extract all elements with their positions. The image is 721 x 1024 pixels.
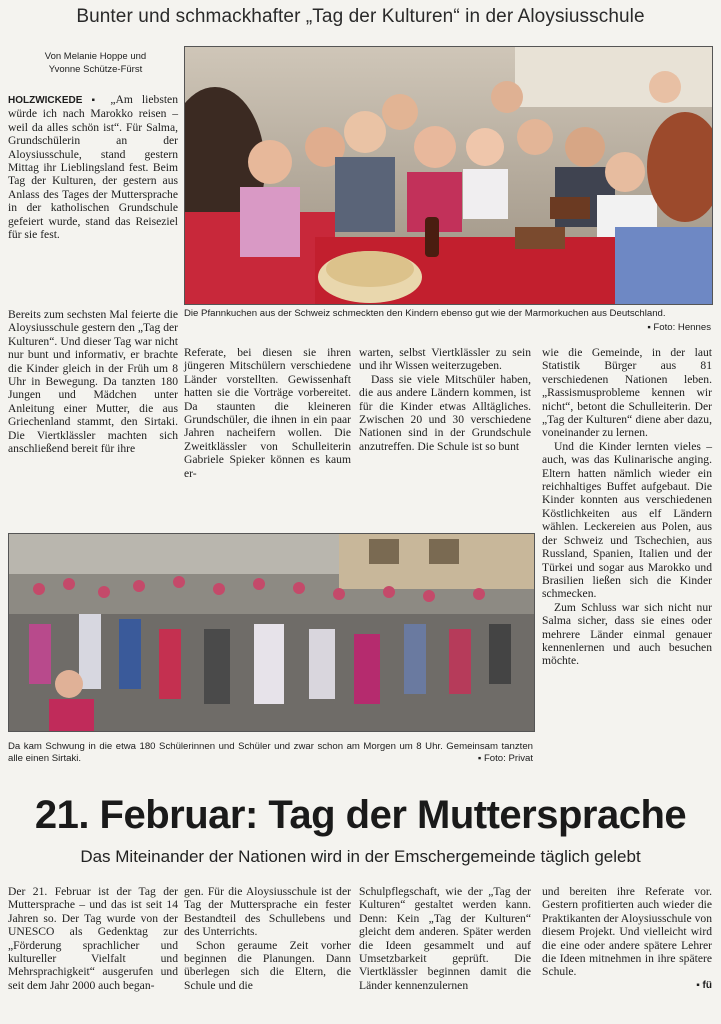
article-column-1-text: Bereits zum sechsten Mal feierte die Aloysiusschule gestern den „Tag der Kulturen“. Und dieser Tag war nicht nur bunt und informativ, er brachte die Kinder gleich in der Früh um 8 Uhr in Bewegung. Da tanzten 180 Jungen und Mädchen unter Anleitung einer Mutter, die aus Griechenland stammt, den Sirtaki. Die Viertklässler machten sich anschließend bereit für ihre: [8, 308, 178, 456]
article-lead-column: HOLZWICKEDE ▪ „Am liebsten würde ich nach Marokko reisen – weil da alles schön ist“. Für Salma, Grundschülerin an der Aloysiusschule, stand gestern Mittag ihr Lieblingsland fest. Beim Tag der Kulturen, der gestern aus Anlass des Tages der Muttersprache in der katholischen Grundschule gefeiert wurde, stand das Reiseziel für sie fest.: [8, 93, 178, 242]
article-column-2: [184, 346, 351, 480]
article-column-1: [8, 308, 178, 455]
photo-sirtaki-dance: [8, 533, 535, 732]
article-column-3a-text: warten, selbst Viertklässler zu sein und ihr Wissen weiterzugeben.: [359, 346, 531, 373]
author-initials: ▪ fü: [696, 979, 712, 991]
photo-credit-hennes: ▪ Foto: Hennes: [647, 322, 711, 333]
article-lead-text: „Am liebsten würde ich nach Marokko reisen – weil da alles schön ist“. Für Salma, Grundschülerin an der Aloysiusschule, stand gestern Mittag ihr Lieblingsland fest. Beim Tag der Kulturen, der gestern aus Anlass des Tages der Muttersprache in der katholischen Grundschule gefeiert wurde, stand das Reiseziel für sie fest.: [8, 93, 178, 242]
article2-column-1: [8, 885, 178, 992]
article-column-2-text: Referate, bei diesen sie ihren jüngeren Mitschülern verschiedene Länder vorstellten. Gewissenhaft hatten sie die Vorträge vorbereitet. Da staunten die kleineren Grundschüler, die ihnen in ein paar Jahren nacheifern wollen. Die Zweitklässler von Schulleiterin Gabriele Spieker können es kaum er-: [184, 346, 351, 480]
article2-column-4: [542, 885, 712, 992]
article-column-4: [542, 346, 712, 668]
photo-caption-buffet: Die Pfannkuchen aus der Schweiz schmeckten den Kindern ebenso gut wie der Marmorkuchen aus Deutschland.: [184, 308, 666, 319]
article2-column-1-text: Der 21. Februar ist der Tag der Muttersprache – und das ist seit 14 Jahren so. Der Tag wurde von der UNESCO als Gedenktag zur „Förderung sprachlicher und kultureller Vielfalt und Mehrsprachigkeit“ ausgerufen und seit dem Jahr 2000 auch began-: [8, 885, 178, 992]
article-column-3b-text: Dass sie viele Mitschüler haben, die aus andere Ländern kommen, ist für die Kinder etwas Alltägliches. Zwischen 20 und 30 verschiedene Nationen sind in der Grundschule anzutreffen. Die Schule ist so bunt: [359, 372, 531, 453]
dateline: HOLZWICKEDE: [8, 95, 83, 106]
article-column-4b-text: Und die Kinder lernten vieles – auch, was das Kulinarische anging. Eltern hatten nämlich wieder ein reichhaltiges Buffet aufgebaut. Die Kinder konnten aus verschiedenen Köstlichkeiten aus elf Ländern wählen. Leckereien aus Polen, aus der Schweiz und Tschechien, aus Russland, Spanien, Italien und der Türkei und sogar aus Marokko und Brasilien ließen sich die Kinder schmecken.: [542, 439, 712, 601]
photo-credit-privat: ▪ Foto: Privat: [477, 753, 533, 764]
article2-column-2: [184, 885, 351, 992]
photo-children-buffet-image: [185, 47, 712, 304]
section-title: 21. Februar: Tag der Muttersprache: [34, 793, 687, 837]
article-column-4a-text: wie die Gemeinde, in der laut Statistik Bürger aus 81 verschiedenen Nationen leben. „Rassismusprobleme kennen wir nicht“, betont die Schulleiterin. Der „Tag der Kulturen“ diene aber dazu, voneinander zu lernen.: [542, 346, 712, 440]
byline-line-1: Von Melanie Hoppe und: [44, 51, 147, 62]
photo-caption-sirtaki: Da kam Schwung in die etwa 180 Schülerinnen und Schüler und zwar schon am Morgen um 8 Uhr. Gemeinsam tanzten alle einen Sirtaki.: [8, 741, 533, 764]
photo-children-buffet: [184, 46, 713, 305]
article2-column-2a-text: gen. Für die Aloysiusschule ist der Tag der Muttersprache ein fester Bestandteil des Schullebens und des Unterrichts.: [184, 885, 351, 939]
article2-column-4-text: und bereiten ihre Referate vor. Gestern profitierten auch wieder die Praktikanten der Aloysiusschule von diesem Projekt. Und vielleicht wird die eine oder andere spätere Lehrer die Ideen mitnehmen in ihre spätere Schule.: [542, 885, 712, 979]
article-column-4c-text: Zum Schluss war sich nicht nur Salma sicher, dass sie eines oder mehrere Länder einmal genauer kennenlernen und auch besuchen möchte.: [542, 600, 712, 668]
article2-column-3: [359, 885, 531, 992]
byline: [8, 50, 183, 76]
article-column-3: [359, 346, 531, 453]
article2-column-2b-text: Schon geraume Zeit vorher beginnen die Planungen. Dann überlegen sich die Eltern, die Schule und die: [184, 938, 351, 992]
byline-line-2: Yvonne Schütze-Fürst: [48, 64, 143, 75]
section-subtitle: Das Miteinander der Nationen wird in der Emschergemeinde täglich gelebt: [80, 847, 641, 866]
article2-column-3-text: Schulpflegschaft, wie der „Tag der Kulturen“ gestaltet werden kann. Denn: Kein „Tag der Kulturen“ gleicht dem anderen. Später werden die Ideen gesammelt und auf Umsetzbarkeit geprüft. Die Viertklässler beginnen damit die Länder kennenzulernen: [359, 885, 531, 992]
photo-sirtaki-dance-image: [9, 534, 534, 731]
article-headline: Bunter und schmackhafter „Tag der Kulturen“ in der Aloysiusschule: [76, 6, 645, 27]
